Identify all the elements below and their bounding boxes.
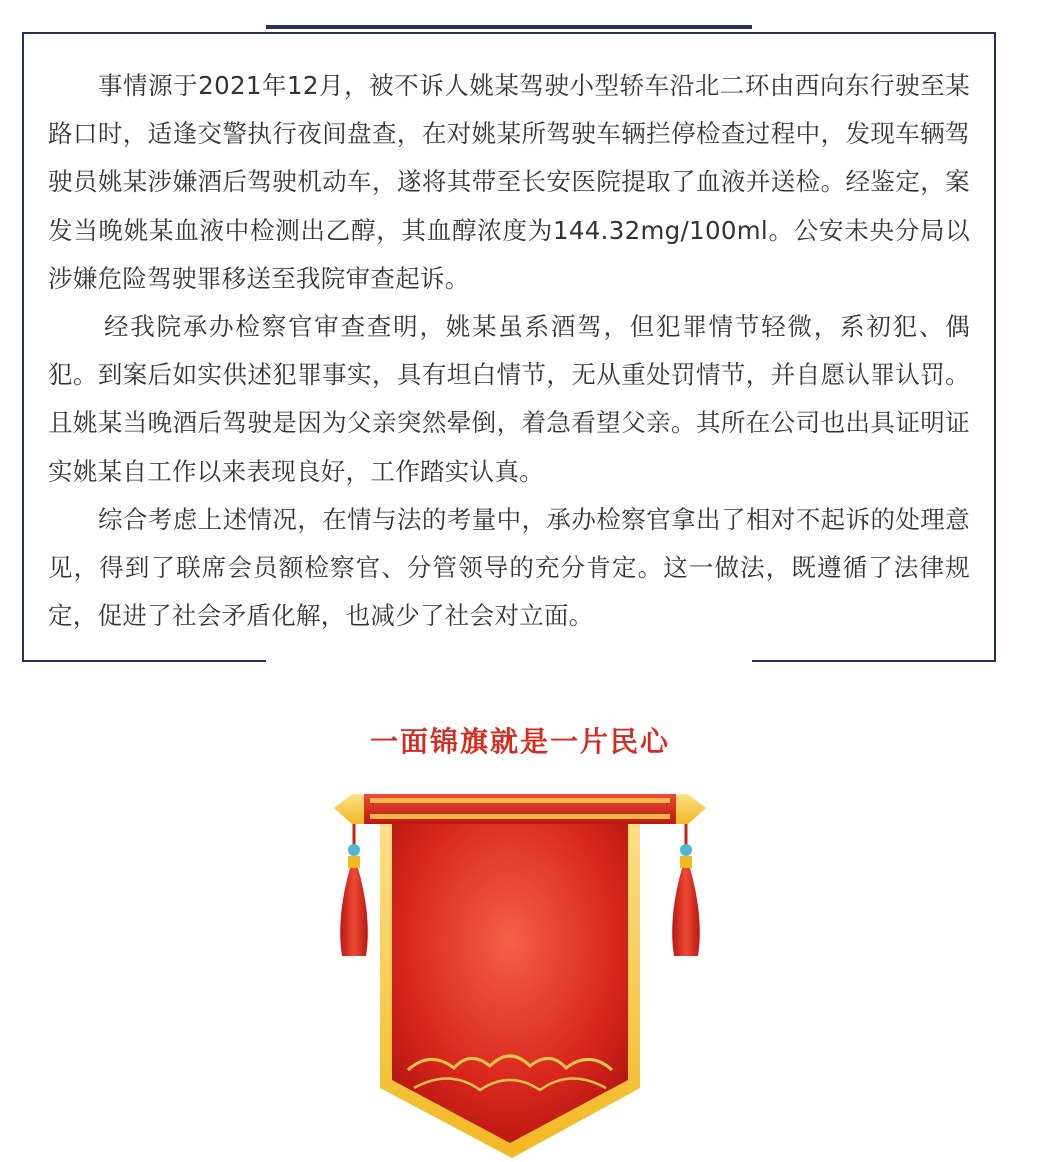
frame-bottom-gap	[266, 654, 752, 666]
banner-red-field	[392, 818, 628, 1143]
section-title: 一面锦旗就是一片民心	[369, 725, 670, 758]
right-tassel	[672, 868, 700, 956]
article-body	[48, 62, 970, 640]
rod-right-cap	[676, 794, 706, 824]
silk-banner-illustration	[330, 788, 710, 1162]
left-tassel	[340, 868, 368, 956]
paragraph-review-findings: 经我院承办检察官审查查明，姚某虽系酒驾，但犯罪情节轻微，系初犯、偶犯。到案后如实供述犯罪事实，具有坦白情节，无从重处罚情节，并自愿认罪认罚。且姚某当晚酒后驾驶是因为父亲突然晕倒，着急看望父亲。其所在公司也出具证明证实姚某自工作以来表现良好，工作踏实认真。	[48, 312, 970, 486]
paragraph-decision: 综合考虑上述情况，在情与法的考量中，承办检察官拿出了相对不起诉的处理意见，得到了联席会员额检察官、分管领导的充分肯定。这一做法，既遵循了法律规定，促进了社会矛盾化解，也减少了社会对立面。	[48, 504, 970, 631]
rod-left-cap	[334, 794, 364, 824]
paragraph-case-origin: 事情源于2021年12月，被不诉人姚某驾驶小型轿车沿北二环由西向东行驶至某路口时，适逢交警执行夜间盘查，在对姚某所驾驶车辆拦停检查过程中，发现车辆驾驶员姚某涉嫌酒后驾驶机动车，遂将其带至长安医院提取了血液并送检。经鉴定，案发当晚姚某血液中检测出乙醇，其血醇浓度为144.32mg/100ml。公安未央分局以涉嫌危险驾驶罪移送至我院审查起诉。	[48, 71, 970, 293]
top-divider	[266, 25, 752, 29]
